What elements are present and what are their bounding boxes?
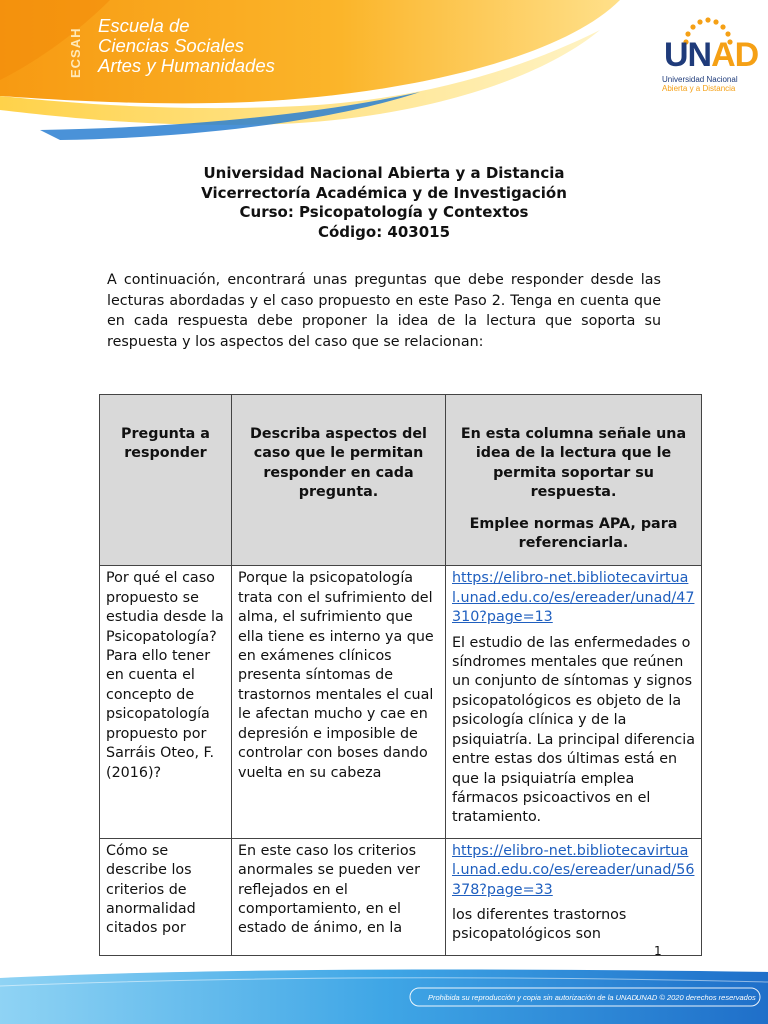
cell-question: Cómo se describe los criterios de anormalidad citados por (100, 838, 232, 955)
intro-paragraph: A continuación, encontrará unas preguntas que debe responder desde las lecturas abordadas y el caso propuesto en este Paso 2. Tenga en cuenta que en cada respuesta debe proponer la idea de la lectura que soporta su respuesta y los aspectos del caso que se relacionan: (107, 272, 661, 350)
header-question: Pregunta a responder (100, 395, 232, 566)
page-number: 1 (654, 944, 662, 958)
title-vicerrectoria: Vicerrectoría Académica y de Investigación (201, 183, 567, 202)
reference-idea: El estudio de las enfermedades o síndromes mentales que reúnen un conjunto de síntomas y signos psicopatológicos es objeto de la psicología clínica y de la psiquiatría. La principal diferencia entre estas dos últimas está en que la psiquiatría emplea fármacos psicoactivos en el tratamiento. (452, 634, 696, 826)
document-titles (0, 164, 768, 242)
header-idea (446, 395, 702, 566)
ecsah-label: ECSAH (68, 27, 83, 78)
table-row (100, 838, 702, 955)
header-idea-apa: Emplee normas APA, para referenciarla. (469, 515, 678, 552)
cell-idea (446, 838, 702, 955)
title-code: Código: 403015 (317, 222, 451, 241)
school-name (98, 16, 275, 76)
header-idea-main: En esta columna señale una idea de la lectura que le permita soportar su respuesta. (460, 426, 687, 501)
logo-line-2: Abierta y a Distancia (662, 84, 736, 93)
table-header-row (100, 395, 702, 566)
school-line: Escuela de (98, 15, 190, 36)
cell-question: Por qué el caso propuesto se estudia desde la Psicopatología? Para ello tener en cuenta el concepto de psicopatología propuesto por Sarráis Oteo, F. (2016)? (100, 566, 232, 838)
reference-link[interactable]: https://elibro-net.bibliotecavirtual.unad.edu.co/es/ereader/unad/47310?page=13 (452, 570, 695, 626)
header-aspects: Describa aspectos del caso que le permitan responder en cada pregunta. (232, 395, 446, 566)
header-banner (0, 0, 768, 140)
unad-logo (660, 14, 760, 94)
reference-idea: los diferentes trastornos psicopatológicos son (452, 906, 627, 943)
cell-aspects: En este caso los criterios anormales se pueden ver reflejados en el comportamiento, en el estado de ánimo, en la (232, 838, 446, 955)
school-line: Ciencias Sociales (98, 35, 245, 56)
footer-notice: Prohibida su reproducción y copia sin autorización de la UNAD. (428, 993, 639, 1002)
title-university: Universidad Nacional Abierta y a Distancia (203, 164, 565, 182)
logo-line-1: Universidad Nacional (662, 75, 738, 84)
table-row (100, 566, 702, 838)
questions-table (99, 394, 702, 956)
cell-aspects: Porque la psicopatología trata con el sufrimiento del alma, el sufrimiento que ella tiene es interno ya que en exámenes clínicos presenta síntomas de trastornos mentales el cual le afectan mucho y cae en depresión e imposible de controlar con boses dando vuelta en su cabeza (232, 566, 446, 838)
cell-idea (446, 566, 702, 838)
title-course: Curso: Psicopatología y Contextos (239, 203, 529, 221)
school-line: Artes y Humanidades (98, 55, 275, 76)
reference-link[interactable]: https://elibro-net.bibliotecavirtual.unad.edu.co/es/ereader/unad/56378?page=33 (452, 842, 695, 898)
logo-wordmark: UNAD (664, 36, 759, 74)
footer-rights: UNAD © 2020 derechos reservados (636, 993, 756, 1002)
